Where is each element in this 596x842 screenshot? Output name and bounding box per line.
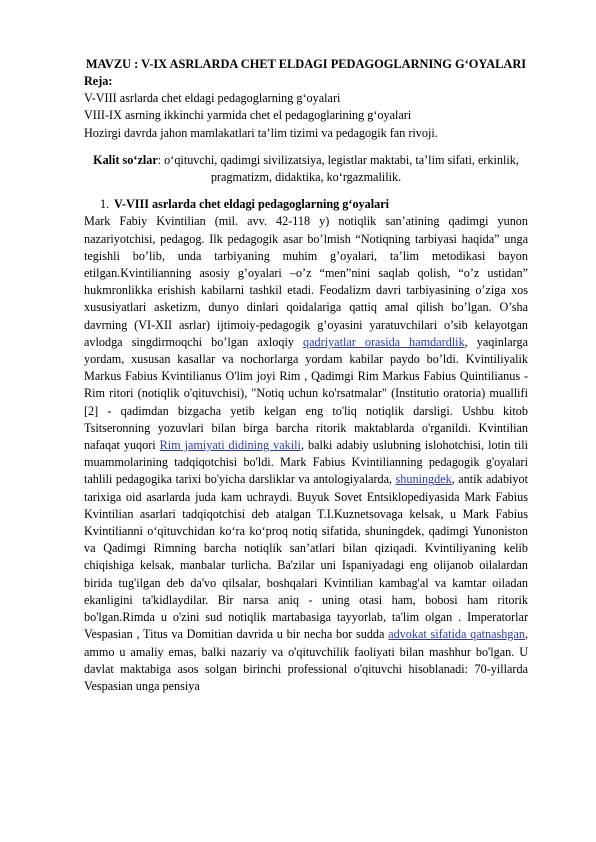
document-title: MAVZU : V-IX ASRLARDA CHET ELDAGI PEDAGOGLARNING G‘OYALARI [85, 57, 527, 71]
plan-item-2: VIII-IX asrning ikkinchi yarmida chet el pedagoglarining g‘oyalari [84, 108, 412, 123]
link-advokat[interactable]: advokat sifatida qatnashgan [388, 627, 525, 642]
keywords-label: Kalit so‘zlar [93, 152, 158, 167]
document-page [84, 56, 528, 695]
section-heading [84, 196, 528, 213]
keywords-paragraph [84, 152, 528, 186]
link-shuningdek[interactable]: shuningdek [395, 472, 452, 487]
body-text-3: , balki adabiy uslubning islohotchisi, lotin tili muammolarining tadqiqotchisi bo'ldi. Mark Fabius Kvintilianning pedagogik g'oyalari tahlili pedagogika tarixi bo'yicha darsliklar va antologiyalarda, [84, 438, 528, 487]
link-qadriyatlar[interactable]: qadriyatlar orasida hamdardlik [303, 334, 465, 349]
plan-item-3: Hozirgi davrda jahon mamlakatlari ta’lim tizimi va pedagogik fan rivoji. [84, 125, 438, 140]
plan-item-1: V-VIII asrlarda chet eldagi pedagoglarning g‘oyalari [84, 91, 341, 106]
keywords-text: : o‘qituvchi, qadimgi sivilizatsiya, legistlar maktabi, ta’lim sifati, erkinlik, pragmatizm, didaktika, ko‘rgazmalilik. [157, 152, 519, 185]
link-rim-jamiyati[interactable]: Rim jamiyati didining vakili [159, 438, 301, 453]
body-text-4: , antik adabiyot tarixiga oid asarlarda juda kam uchraydi. Buyuk Sovet Entsiklopediyasida Mark Fabius Kvintilian asarlari tadqiqotchisi deb atalgan T.I.Kuznetsovaga kelsak, u Mark Fabius Kvintilianni o‘qituvchidan ko‘ra ko‘proq notiq sifatida, shuningdek, qadimgi Yunoniston va Qadimgi Rimning barcha notiqlik san’atlari bilan qiziqadi. Kvintiliyaning kelib chiqishiga kelsak, manbalar turlicha. Ba'zilar uni Ispaniyadagi eng olijanob oilalardan birida tug'ilgan deb da'vo qilsalar, boshqalari Kvintilian kambag'al va kamtar oiladan ekanligini ta'kidlaydilar. Bir narsa aniq - uning otasi ham, bobosi ham ritorik bo'lgan.Rimda u o'zini sud notiqlik martabasiga tayyorlab, ta'lim olgan . Imperatorlar Vespasian , Titus va Domitian davrida u bir necha bor sudda [84, 472, 529, 642]
body-text-1: Mark Fabiy Kvintilian (mil. avv. 42-118 y) notiqlik san’atining qadimgi yunon nazariyotchisi, pedagog. Ilk pedagogik asar bo’lmish “Notiqning tarbiyasi haqida” unga tegishli bo’lib, unda tarbiyaning muhim g’oyalari, ta’lim metodikasi bayon etilgan.Kvintilianning asosiy g’oyalari –o’z “men”nini saqlab qolish, “o’z ustidan” hukmronlikka erishish kabilarni tashkil etadi. Feodalizm davri tarbiyasining o’ziga xos xususiyatlari asketizm, dunyo dinlari qoidalariga qattiq amal qilish bo’lgan. O’sha davrning (VI-XII asrlar) ijtimoiy-pedagogik g’oyasini yaratuvchilari o’sib kelayotgan avlodga singdirmoqchi bo’lgan axloqiy [84, 214, 528, 349]
body-text-5: , ammo u amaliy emas, balki nazariy va o'qituvchilik faoliyati bilan mashhur bo'lgan. U davlat maktabiga asos solgan birinchi professional o'qituvchi hisoblanadi: 70-yillarda Vespasian unga pensiya [84, 627, 529, 693]
body-text-2: , yaqinlarga yordam, xususan kasallar va nochorlarga yordam kabilar paydo bo’ldi. Kvintiliyalik Markus Fabius Kvintilianus O'lim joyi Rim , Qadimgi Rim Markus Fabius Quintilianus - Rim ritori (notiqlik o'qituvchisi), "Notiq uchun ko'rsatmalar" (Institutio oratoria) muallifi [2] - qadimdan bizgacha yetib kelgan eng to'liq notiqlik darsligi. Ushbu kitob Tsitseronning yozuvlari bilan birga barcha ritorik maktablarda o'rganildi. Kvintilian nafaqat yuqori [84, 334, 528, 453]
section-title: V-VIII asrlarda chet eldagi pedagoglarning g‘oyalari [114, 197, 390, 212]
plan-heading: Reja: [84, 74, 113, 88]
body-paragraph [84, 213, 528, 695]
section-number: 1. [100, 197, 110, 212]
